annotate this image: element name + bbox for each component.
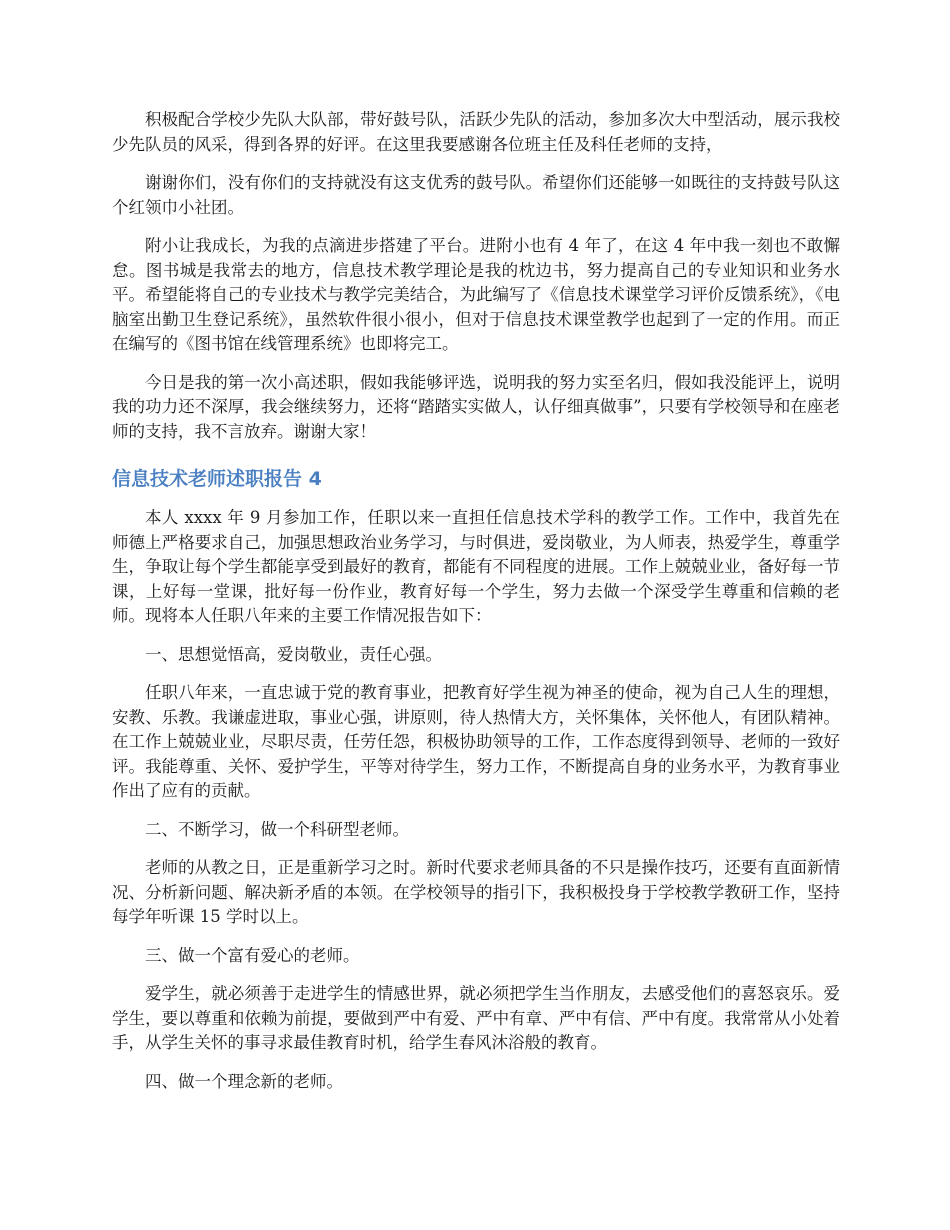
section-heading: 信息技术老师述职报告 4 xyxy=(112,468,322,490)
subheading-two: 二、不断学习，做一个科研型老师。 xyxy=(145,819,409,839)
subheading-four: 四、做一个理念新的老师。 xyxy=(145,1071,343,1091)
paragraph-closing: 今日是我的第一次小高述职，假如我能够评选，说明我的努力实至名归，假如我没能评上，说明我的功力还不深厚，我会继续努力，还将“踏踏实实做人，认仔细真做事”，只要有学校领导和在座老师的支持，我不言放弃。谢谢大家！ xyxy=(112,372,840,441)
paragraph-dedication: 任职八年来，一直忠诚于党的教育事业，把教育好学生视为神圣的使命，视为自己人生的理想，安教、乐教。我谦虚进取，事业心强，讲原则，待人热情大方，关怀集体，关怀他人，有团队精神。在工作上兢兢业业，尽职尽责，任劳任怨，积极协助领导的工作，工作态度得到领导、老师的一致好评。我能尊重、关怀、爱护学生，平等对待学生，努力工作，不断提高自身的业务水平，为教育事业作出了应有的贡献。 xyxy=(112,683,840,800)
paragraph-introduction: 本人 xxxx 年 9 月参加工作，任职以来一直担任信息技术学科的教学工作。工作中，我首先在师德上严格要求自己，加强思想政治业务学习，与时俱进，爱岗敬业，为人师表，热爱学生，尊重学生，争取让每个学生都能享受到最好的教育，都能有不同程度的进展。工作上兢兢业业，备好每一节课，上好每一堂课，批好每一份作业，教育好每一个学生，努力去做一个深受学生尊重和信赖的老师。现将本人任职八年来的主要工作情况报告如下： xyxy=(112,508,840,625)
subheading-one: 一、思想觉悟高，爱岗敬业，责任心强。 xyxy=(145,644,442,664)
paragraph-thanks: 谢谢你们，没有你们的支持就没有这支优秀的鼓号队。希望你们还能够一如既往的支持鼓号队这个红领巾小社团。 xyxy=(112,173,840,217)
paragraph-learning: 老师的从教之日，正是重新学习之时。新时代要求老师具备的不只是操作技巧，还要有直面新情况、分析新问题、解决新矛盾的本领。在学校领导的指引下，我积极投身于学校教学教研工作，坚持每学年听课 15 学时以上。 xyxy=(112,858,840,926)
document-page xyxy=(112,108,840,1108)
paragraph-caring: 爱学生，就必须善于走进学生的情感世界，就必须把学生当作朋友，去感受他们的喜怒哀乐。爱学生，要以尊重和依赖为前提，要做到严中有爱、严中有章、严中有信、严中有度。我常常从小处着手，从学生关怀的事寻求最佳教育时机，给学生春风沐浴般的教育。 xyxy=(112,984,840,1052)
paragraph-growth: 附小让我成长，为我的点滴进步搭建了平台。进附小也有 4 年了，在这 4 年中我一刻也不敢懈怠。图书城是我常去的地方，信息技术教学理论是我的枕边书，努力提高自己的专业知识和业务水平。希望能将自己的专业技术与教学完美结合，为此编写了《信息技术课堂学习评价反馈系统》，《电脑室出勤卫生登记系统》，虽然软件很小很小，但对于信息技术课堂教学也起到了一定的作用。而正在编写的《图书馆在线管理系统》也即将完工。 xyxy=(112,236,840,353)
subheading-three: 三、做一个富有爱心的老师。 xyxy=(145,945,360,965)
paragraph-drum-corps-activities: 积极配合学校少先队大队部，带好鼓号队，活跃少先队的活动，参加多次大中型活动，展示我校少先队员的风采，得到各界的好评。在这里我要感谢各位班主任及科任老师的支持， xyxy=(112,110,840,154)
